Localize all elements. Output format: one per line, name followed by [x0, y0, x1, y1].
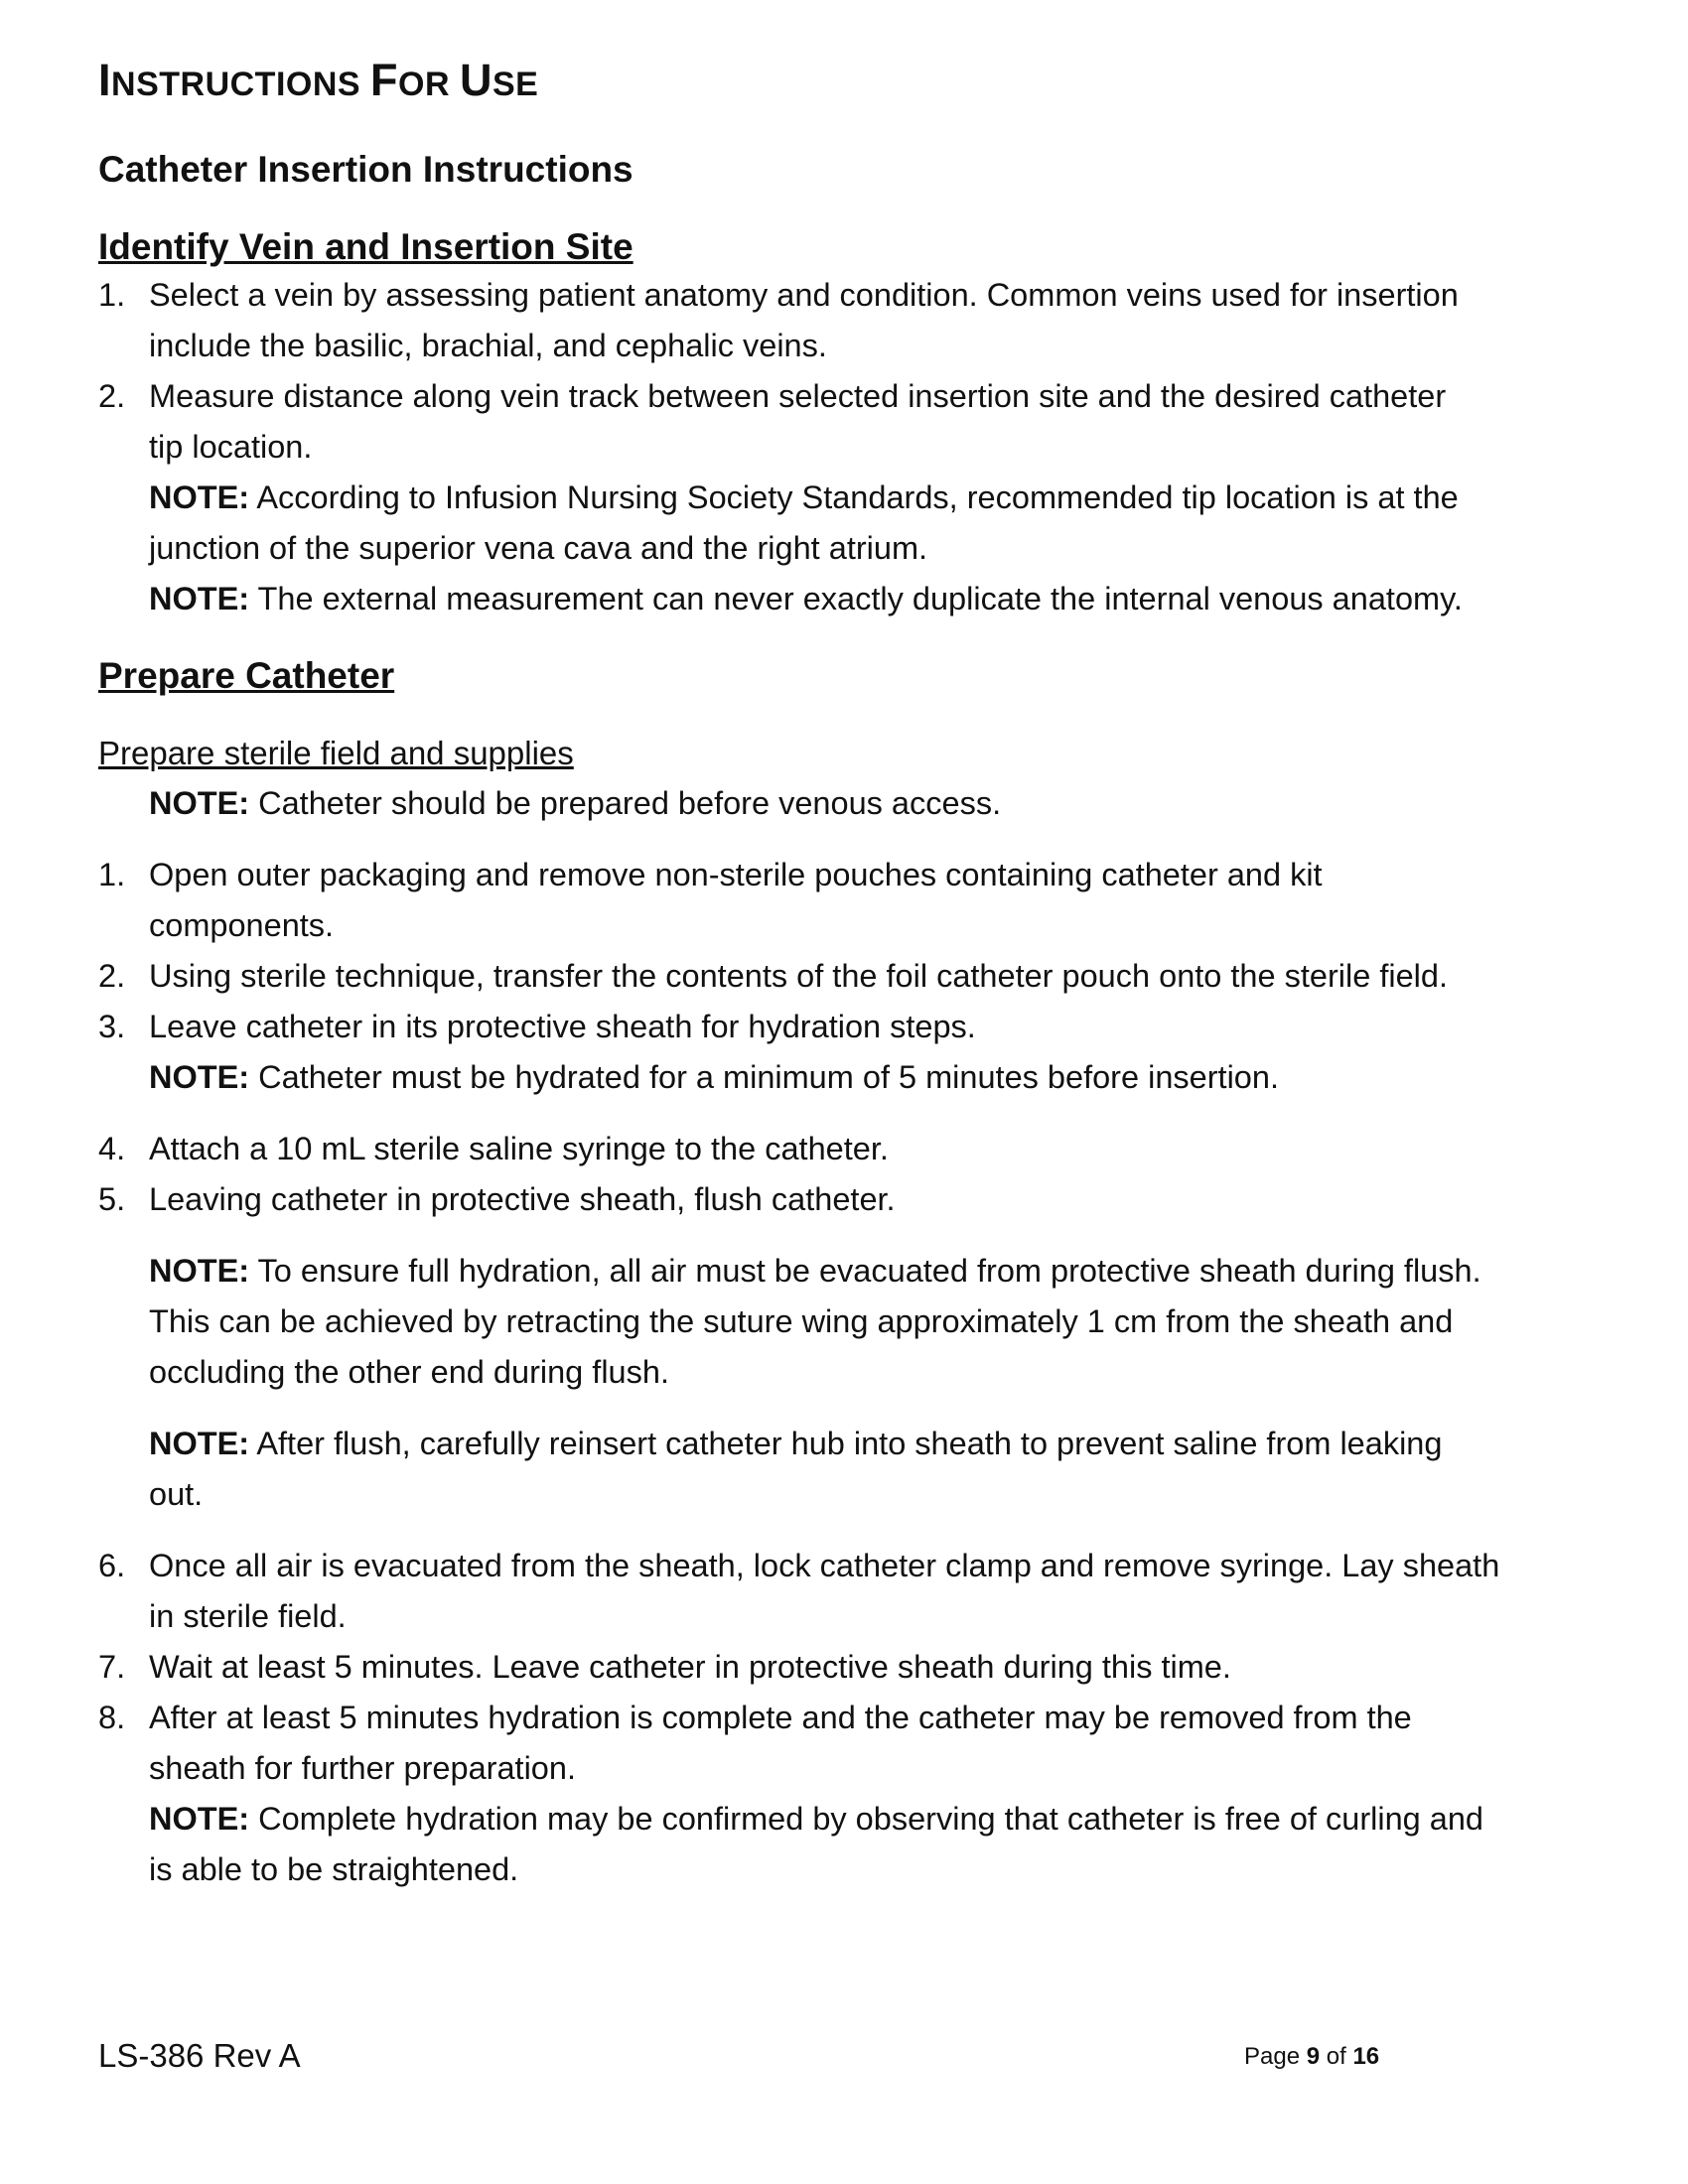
note: NOTE: After flush, carefully reinsert catheter hub into sheath to prevent saline from leaking out. — [149, 1426, 1443, 1513]
list-item: 8. After at least 5 minutes hydration is complete and the catheter may be removed from the sheath for further preparation. — [98, 1700, 1412, 1787]
list-item: 2. Measure distance along vein track between selected insertion site and the desired catheter tip location. — [98, 377, 1447, 465]
page-content — [98, 55, 1627, 1895]
list-item: 4. Attach a 10 mL sterile saline syringe to the catheter. — [98, 1131, 889, 1167]
identify-heading: Identify Vein and Insertion Site — [98, 226, 633, 268]
note: NOTE: The external measurement can never exactly duplicate the internal venous anatomy. — [149, 580, 1463, 616]
prepare-subheading: Prepare sterile field and supplies — [98, 735, 574, 772]
list-item: 3. Leave catheter in its protective sheath for hydration steps. — [98, 1009, 976, 1045]
page-number: Page 9 of 16 — [1244, 2043, 1380, 2070]
prepare-steps-continued — [98, 1124, 1627, 1225]
list-item: 1. Open outer packaging and remove non-sterile pouches containing catheter and kit components. — [98, 857, 1323, 944]
note: NOTE: According to Infusion Nursing Society Standards, recommended tip location is at the junction of the superior vena cava and the right atrium. — [149, 478, 1459, 566]
identify-steps — [98, 270, 1627, 473]
note: NOTE: Complete hydration may be confirmed by observing that catheter is free of curling and is able to be straightened. — [149, 1801, 1483, 1888]
list-item: 2. Using sterile technique, transfer the contents of the foil catheter pouch onto the sterile field. — [98, 958, 1448, 995]
list-item: 6. Once all air is evacuated from the sheath, lock catheter clamp and remove syringe. Lay sheath in sterile field. — [98, 1548, 1500, 1635]
document-title: INSTRUCTIONS FOR USE — [98, 55, 539, 105]
note: NOTE: To ensure full hydration, all air must be evacuated from protective sheath during flush. This can be achieved by retracting the suture wing approximately 1 cm from the sheath and occluding the other end during flush. — [149, 1253, 1481, 1391]
list-item: 5. Leaving catheter in protective sheath, flush catheter. — [98, 1181, 896, 1218]
list-item: 1. Select a vein by assessing patient anatomy and condition. Common veins used for insertion include the basilic, brachial, and cephalic veins. — [98, 276, 1459, 363]
prepare-steps — [98, 850, 1627, 1052]
section-title: Catheter Insertion Instructions — [98, 149, 633, 190]
document-id: LS-386 Rev A — [98, 2037, 301, 2074]
prepare-steps-final — [98, 1541, 1627, 1794]
list-item: 7. Wait at least 5 minutes. Leave catheter in protective sheath during this time. — [98, 1649, 1231, 1686]
note: NOTE: Catheter should be prepared before venous access. — [149, 785, 1002, 822]
prepare-heading: Prepare Catheter — [98, 654, 395, 696]
note: NOTE: Catheter must be hydrated for a minimum of 5 minutes before insertion. — [149, 1059, 1279, 1096]
